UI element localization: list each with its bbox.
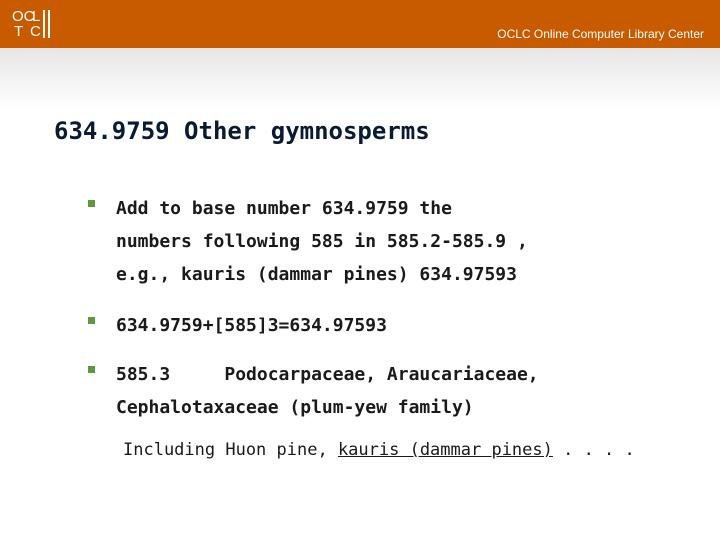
org-name: OCLC Online Computer Library Center — [497, 27, 704, 41]
logo-text-tl: OC — [12, 8, 35, 25]
oclc-logo — [10, 8, 60, 40]
note-text — [123, 440, 635, 460]
note-link[interactable]: kauris (dammar pines) — [337, 440, 553, 460]
bullet-marker — [88, 366, 95, 373]
logo-divider — [48, 10, 50, 38]
bullet-item — [88, 309, 688, 342]
bullet-text — [116, 358, 688, 424]
bullet-line: 634.9759+[585]3=634.97593 — [116, 315, 387, 336]
bullet-line: 585.3 Podocarpaceae, Araucariaceae, — [116, 364, 539, 385]
bullet-line: Cephalotaxaceae (plum-yew family) — [116, 397, 474, 418]
slide-title: 634.9759 Other gymnosperms — [54, 117, 430, 145]
bullet-text — [116, 192, 688, 291]
note-prefix: Including Huon pine, — [123, 440, 338, 460]
logo-text-tr: L — [32, 8, 41, 25]
bullet-item — [88, 358, 688, 424]
title-band — [0, 48, 720, 110]
header-bar — [0, 0, 720, 48]
bullet-marker — [88, 200, 95, 207]
note-suffix: . . . . — [552, 440, 635, 460]
logo-text-bl: T — [14, 23, 24, 40]
bullet-line: Add to base number 634.9759 the — [116, 198, 452, 219]
bullet-line: e.g., kauris (dammar pines) 634.97593 — [116, 264, 517, 285]
bullet-line: numbers following 585 in 585.2-585.9 , — [116, 231, 528, 252]
logo-divider — [43, 10, 45, 38]
bullet-item — [88, 192, 688, 291]
bullet-marker — [88, 317, 95, 324]
logo-text-br: C — [30, 23, 41, 40]
bullet-text — [116, 309, 688, 342]
